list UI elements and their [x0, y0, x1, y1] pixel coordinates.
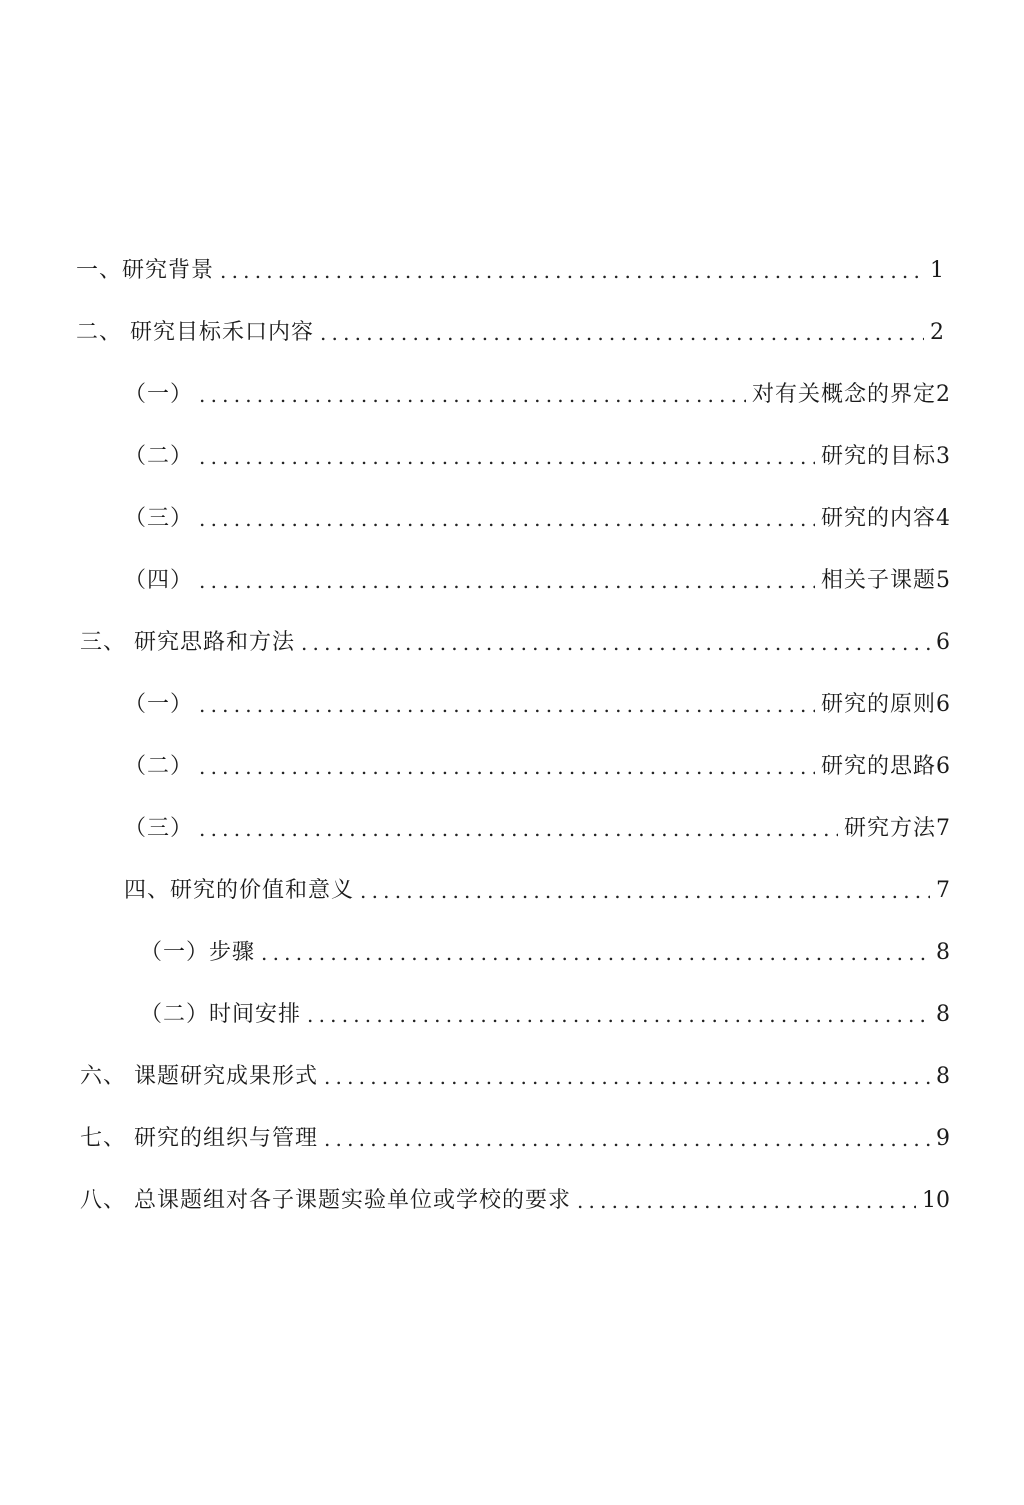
toc-entry-title: 研究的目标 — [820, 444, 936, 469]
toc-entry-label: （三） — [124, 816, 194, 841]
toc-page-number: 6 — [936, 692, 950, 717]
toc-leader-dots — [199, 807, 838, 851]
toc-entry-label: （一） — [124, 382, 194, 407]
toc-leader-dots — [220, 249, 924, 293]
toc-entry-6[interactable] — [80, 1055, 950, 1099]
toc-page-number: 3 — [936, 444, 950, 469]
toc-leader-dots — [577, 1179, 916, 1223]
toc-entry-label: （二）时间安排 — [140, 1002, 302, 1027]
toc-page-number: 4 — [936, 506, 950, 531]
toc-entry-title: 研究方法 — [843, 816, 936, 841]
toc-leader-dots — [261, 931, 930, 975]
toc-page-number: 8 — [936, 940, 950, 965]
toc-page-number: 1 — [930, 258, 944, 283]
toc-entry-title: 对有关概念的界定 — [751, 382, 936, 407]
toc-entry-2-4[interactable] — [124, 559, 950, 603]
toc-entry-label: 四、研究的价值和意义 — [124, 878, 355, 903]
toc-leader-dots — [199, 435, 815, 479]
toc-entry-title: 研究的原则 — [820, 692, 936, 717]
toc-entry-label: 二、 研究目标禾口内容 — [76, 320, 314, 345]
toc-leader-dots — [199, 745, 815, 789]
toc-leader-dots — [199, 683, 815, 727]
toc-page-number: 9 — [936, 1126, 950, 1151]
toc-entry-title: 研究的思路 — [820, 754, 936, 779]
toc-entry-2-1[interactable] — [124, 373, 950, 417]
toc-page-number: 8 — [936, 1064, 950, 1089]
toc-leader-dots — [199, 497, 815, 541]
toc-entry-2-2[interactable] — [124, 435, 950, 479]
toc-entry-3-3[interactable] — [124, 807, 950, 851]
toc-entry-8[interactable] — [80, 1179, 950, 1223]
toc-entry-title: 相关子课题 — [820, 568, 936, 593]
toc-entry-2-3[interactable] — [124, 497, 950, 541]
toc-entry-4[interactable] — [124, 869, 950, 913]
toc-leader-dots — [199, 559, 815, 603]
toc-leader-dots — [324, 1117, 930, 1161]
toc-entry-label: （一） — [124, 692, 194, 717]
toc-entry-4-2[interactable] — [140, 993, 950, 1037]
toc-entry-label: 六、 课题研究成果形式 — [80, 1064, 318, 1089]
toc-entry-label: （三） — [124, 506, 194, 531]
toc-entry-3[interactable] — [80, 621, 950, 665]
toc-page-number: 7 — [936, 878, 950, 903]
toc-leader-dots — [360, 869, 930, 913]
toc-entry-label: 三、 研究思路和方法 — [80, 630, 295, 655]
toc-entry-label: （二） — [124, 444, 194, 469]
toc-page-number: 10 — [922, 1188, 950, 1213]
toc-entry-label: （二） — [124, 754, 194, 779]
toc-entry-label: 八、 总课题组对各子课题实验单位或学校的要求 — [80, 1188, 571, 1213]
toc-page-number: 8 — [936, 1002, 950, 1027]
toc-entry-2[interactable] — [76, 311, 944, 355]
toc-entry-4-1[interactable] — [140, 931, 950, 975]
toc-leader-dots — [320, 311, 924, 355]
toc-entry-1[interactable] — [76, 249, 944, 293]
toc-page-number: 2 — [936, 382, 950, 407]
toc-entry-3-1[interactable] — [124, 683, 950, 727]
toc-leader-dots — [324, 1055, 930, 1099]
toc-leader-dots — [301, 621, 930, 665]
toc-page-number: 2 — [930, 320, 944, 345]
toc-leader-dots — [199, 373, 746, 417]
toc-entry-title: 研究的内容 — [820, 506, 936, 531]
toc-page-number: 7 — [936, 816, 950, 841]
toc-entry-label: 一、研究背景 — [76, 258, 215, 283]
toc-page-number: 6 — [936, 754, 950, 779]
toc-entry-label: （一）步骤 — [140, 940, 256, 965]
toc-entry-label: 七、 研究的组织与管理 — [80, 1126, 318, 1151]
toc-page-number: 6 — [936, 630, 950, 655]
toc-entry-3-2[interactable] — [124, 745, 950, 789]
toc-entry-7[interactable] — [80, 1117, 950, 1161]
toc-entry-label: （四） — [124, 568, 194, 593]
toc-page-number: 5 — [936, 568, 950, 593]
toc-leader-dots — [307, 993, 930, 1037]
